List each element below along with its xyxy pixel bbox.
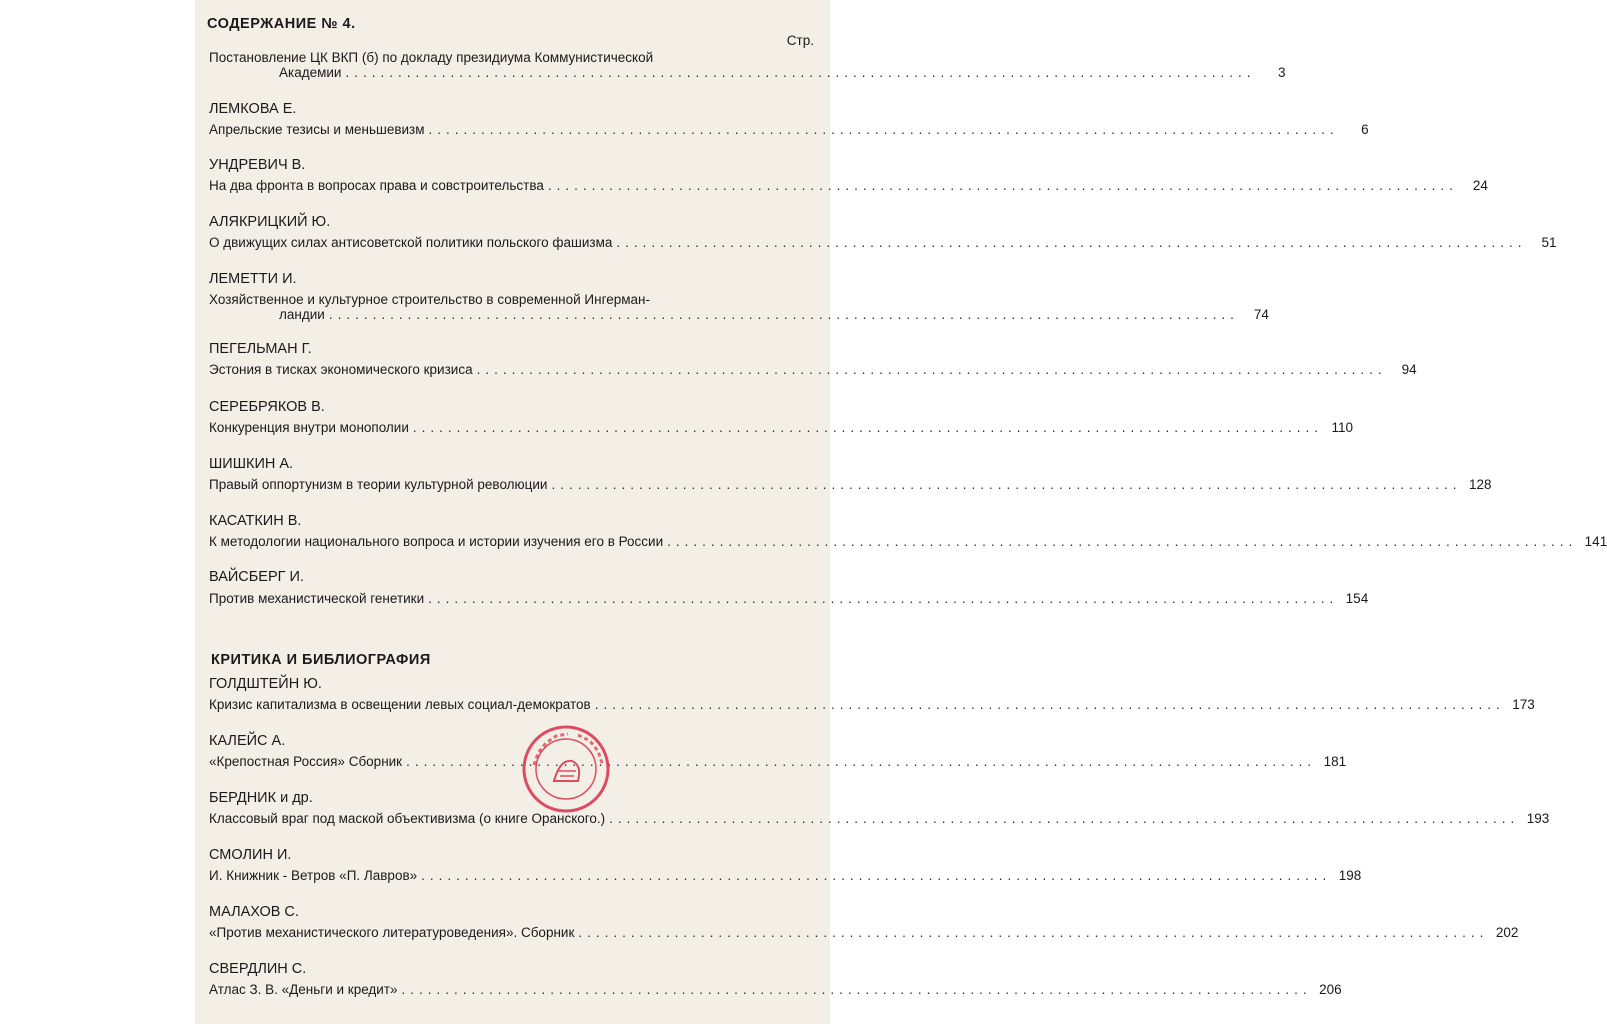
entry-title: На два фронта в вопросах права и совстроительства (209, 178, 544, 193)
entry-title: Правый оппортунизм в теории культурной революции (209, 477, 548, 492)
dot-leader: ........................................................................................................ (328, 307, 1239, 322)
toc-entry[interactable] (209, 591, 1369, 606)
dot-leader: ........................................................................................................ (551, 477, 1462, 492)
page-column-label: Стр. (786, 33, 814, 48)
entry-title: «Крепостная Россия» Сборник (209, 754, 403, 769)
entry-title: Эстония в тисках экономического кризиса (209, 362, 473, 377)
dot-leader: ........................................................................................................ (421, 868, 1332, 883)
dot-leader: ........................................................................................................ (594, 697, 1505, 712)
entry-author: ПЕГЕЛЬМАН Г. (209, 341, 312, 357)
dot-leader: ........................................................................................................ (428, 122, 1339, 137)
entry-author: ШИШКИН А. (209, 456, 294, 472)
dot-leader: ........................................................................................................ (476, 362, 1387, 377)
toc-entry[interactable] (209, 292, 1269, 322)
toc-entry[interactable] (209, 534, 1607, 549)
entry-page: 193 (1526, 811, 1550, 826)
toc-entry[interactable] (209, 420, 1353, 435)
entry-title: Атлас З. В. «Деньги и кредит» (209, 982, 398, 997)
dot-leader: ........................................................................................................ (547, 178, 1458, 193)
dot-leader: ........................................................................................................ (667, 534, 1578, 549)
entry-page: 110 (1331, 420, 1353, 435)
entry-author: ЛЕМЕТТИ И. (209, 271, 297, 287)
entry-title: Кризис капитализма в освещении левых социал-демократов (209, 697, 591, 712)
entry-title: Академии (279, 65, 342, 80)
entry-page: 181 (1323, 754, 1347, 769)
entry-page: 173 (1512, 697, 1535, 712)
toc-entry[interactable] (209, 122, 1369, 137)
entry-author: АЛЯКРИЦКИЙ Ю. (209, 214, 331, 230)
dot-leader: ........................................................................................................ (401, 982, 1312, 997)
entry-author: СВЕРДЛИН С. (209, 961, 307, 977)
entry-author: СЕРЕБРЯКОВ В. (209, 399, 325, 415)
toc-entry[interactable] (209, 235, 1557, 250)
entry-page: 94 (1401, 362, 1417, 377)
toc-entry[interactable] (209, 811, 1550, 826)
toc-entry[interactable] (209, 754, 1347, 769)
entry-page: 128 (1469, 477, 1492, 492)
entry-author: ЛЕМКОВА Е. (209, 101, 297, 117)
entry-title-line: Постановление ЦК ВКП (б) по докладу президиума Коммунистической (209, 50, 654, 65)
dot-leader: ........................................................................................................ (406, 754, 1317, 769)
dot-leader: ........................................................................................................ (609, 811, 1520, 826)
entry-title: О движущих силах антисоветской политики польского фашизма (209, 235, 613, 250)
entry-author: МАЛАХОВ С. (209, 904, 299, 920)
dot-leader: ........................................................................................................ (345, 65, 1256, 80)
entry-author: БЕРДНИК и др. (209, 790, 313, 806)
toc-page (195, 0, 1607, 1024)
entry-title: И. Книжник - Ветров «П. Лавров» (209, 868, 418, 883)
entry-page: 6 (1361, 122, 1369, 137)
entry-author: КАЛЕЙС А. (209, 733, 286, 749)
entry-title: «Против механистического литературоведения». Сборник (209, 925, 575, 940)
entry-page: 206 (1319, 982, 1342, 997)
dot-leader: ........................................................................................................ (616, 235, 1527, 250)
entry-page: 141 (1584, 534, 1607, 549)
dot-leader: ........................................................................................................ (412, 420, 1323, 435)
entry-page: 202 (1495, 925, 1519, 940)
toc-entry[interactable] (209, 925, 1519, 940)
toc-entry[interactable] (209, 982, 1342, 997)
toc-entry[interactable] (209, 362, 1417, 377)
toc-entry[interactable] (209, 868, 1362, 883)
entry-title: К методологии национального вопроса и истории изучения его в России (209, 534, 664, 549)
entry-title: Апрельские тезисы и меньшевизм (209, 122, 425, 137)
entry-page: 24 (1472, 178, 1488, 193)
entry-author: ВАЙСБЕРГ И. (209, 569, 304, 585)
dot-leader: ........................................................................................................ (578, 925, 1489, 940)
entry-title: Против механистической генетики (209, 591, 425, 606)
toc-entry[interactable] (209, 178, 1488, 193)
entry-author: КАСАТКИН В. (209, 513, 302, 529)
toc-entry[interactable] (209, 477, 1492, 492)
entry-title: Конкуренция внутри монополии (209, 420, 409, 435)
toc-entry[interactable] (209, 50, 1286, 80)
criticism-section-title: КРИТИКА И БИБЛИОГРАФИЯ (211, 652, 431, 668)
entry-title-line: Хозяйственное и культурное строительство в современной Ингерман- (209, 292, 650, 307)
entry-author: УНДРЕВИЧ В. (209, 157, 306, 173)
entry-page: 51 (1541, 235, 1557, 250)
toc-title: СОДЕРЖАНИЕ № 4. (207, 16, 356, 32)
entry-page: 3 (1278, 65, 1286, 80)
toc-entry[interactable] (209, 697, 1535, 712)
entry-page: 74 (1253, 307, 1269, 322)
entry-title: Классовый враг под маской объективизма (о книге Оранского.) (209, 811, 606, 826)
entry-page: 154 (1345, 591, 1369, 606)
entry-title: ландии (279, 307, 325, 322)
entry-page: 198 (1338, 868, 1362, 883)
dot-leader: ........................................................................................................ (428, 591, 1339, 606)
entry-author: ГОЛДШТЕЙН Ю. (209, 676, 322, 692)
entry-author: СМОЛИН И. (209, 847, 292, 863)
library-stamp-icon (520, 723, 612, 815)
